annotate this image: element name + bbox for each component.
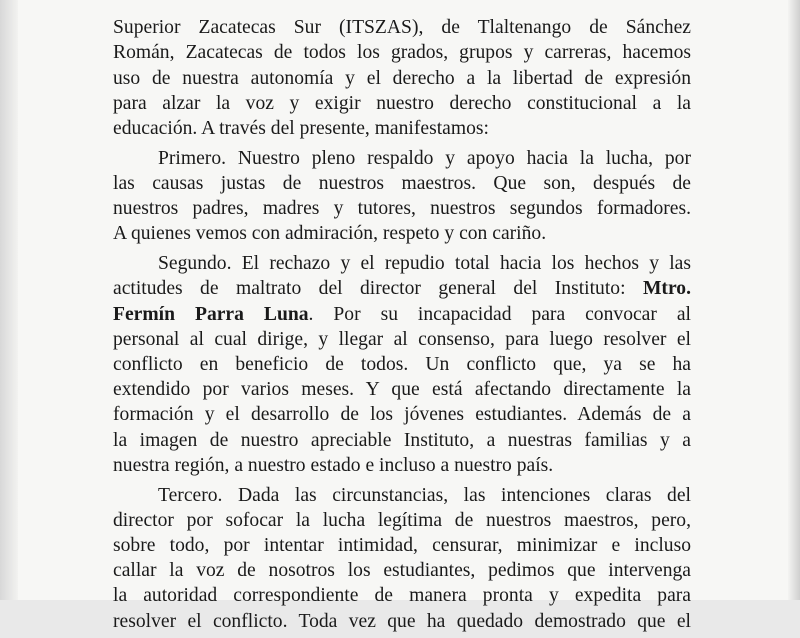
paragraph-segundo: [113, 251, 691, 478]
text-line: Segundo. El rechazo y el repudio total hacia los hechos y las: [158, 253, 691, 275]
text-fragment: actitudes de maltrato del director general del Instituto:: [113, 278, 643, 300]
text-line: extendido por varios meses. Y que está afectando directamente la: [113, 379, 691, 401]
page-shadow-left: [0, 0, 18, 600]
paragraph-intro: [113, 0, 691, 141]
text-fragment: . Por su incapacidad para convocar al: [308, 303, 691, 325]
letter-body: [113, 0, 691, 638]
text-line: uso de nuestra autonomía y el derecho a la libertad de expresión: [113, 67, 691, 89]
text-line: las causas justas de nuestros maestros. Que son, después de: [113, 173, 691, 195]
text-line: Superior Zacatecas Sur (ITSZAS), de Tlaltenango de Sánchez: [113, 17, 691, 39]
text-line: callar la voz de nosotros los estudiantes, pedimos que intervenga: [113, 560, 691, 582]
director-name: Fermín Parra Luna: [113, 303, 309, 325]
text-line: nuestra región, a nuestro estado e incluso a nuestro país.: [113, 454, 554, 476]
text-line: director por sofocar la lucha legítima de nuestros maestros, pero,: [113, 509, 691, 531]
text-line: la imagen de nuestro apreciable Instituto, a nuestras familias y a: [113, 429, 691, 451]
text-line: formación y el desarrollo de los jóvenes estudiantes. Además de a: [113, 404, 691, 426]
text-line: nuestros padres, madres y tutores, nuestros segundos formadores.: [113, 198, 691, 220]
text-line: resolver el conflicto. Toda vez que ha quedado demostrado que el: [113, 610, 691, 632]
text-line: sobre todo, por intentar intimidad, censurar, minimizar e incluso: [113, 535, 691, 557]
director-title: Mtro.: [642, 278, 691, 300]
text-line: Tercero. Dada las circunstancias, las intenciones claras del: [158, 484, 691, 506]
text-line: para alzar la voz y exigir nuestro derecho constitucional a la: [113, 92, 691, 114]
paragraph-tercero: [113, 483, 691, 634]
text-line: conflicto en beneficio de todos. Un conflicto que, ya se ha: [113, 354, 691, 376]
text-line: personal al cual dirige, y llegar al consenso, para luego resolver el: [113, 328, 691, 350]
text-line-with-name: [113, 302, 691, 327]
text-line: A quienes vemos con admiración, respeto y con cariño.: [113, 223, 547, 245]
text-line: educación. A través del presente, manifestamos:: [113, 118, 489, 140]
paragraph-primero: [113, 146, 691, 247]
text-line: Primero. Nuestro pleno respaldo y apoyo hacia la lucha, por: [158, 147, 691, 169]
page-shadow-right: [788, 0, 800, 600]
text-line: Román, Zacatecas de todos los grados, grupos y carreras, hacemos: [113, 42, 691, 64]
text-line: la autoridad correspondiente de manera pronta y expedita para: [113, 585, 691, 607]
text-line-with-name: [113, 276, 691, 301]
